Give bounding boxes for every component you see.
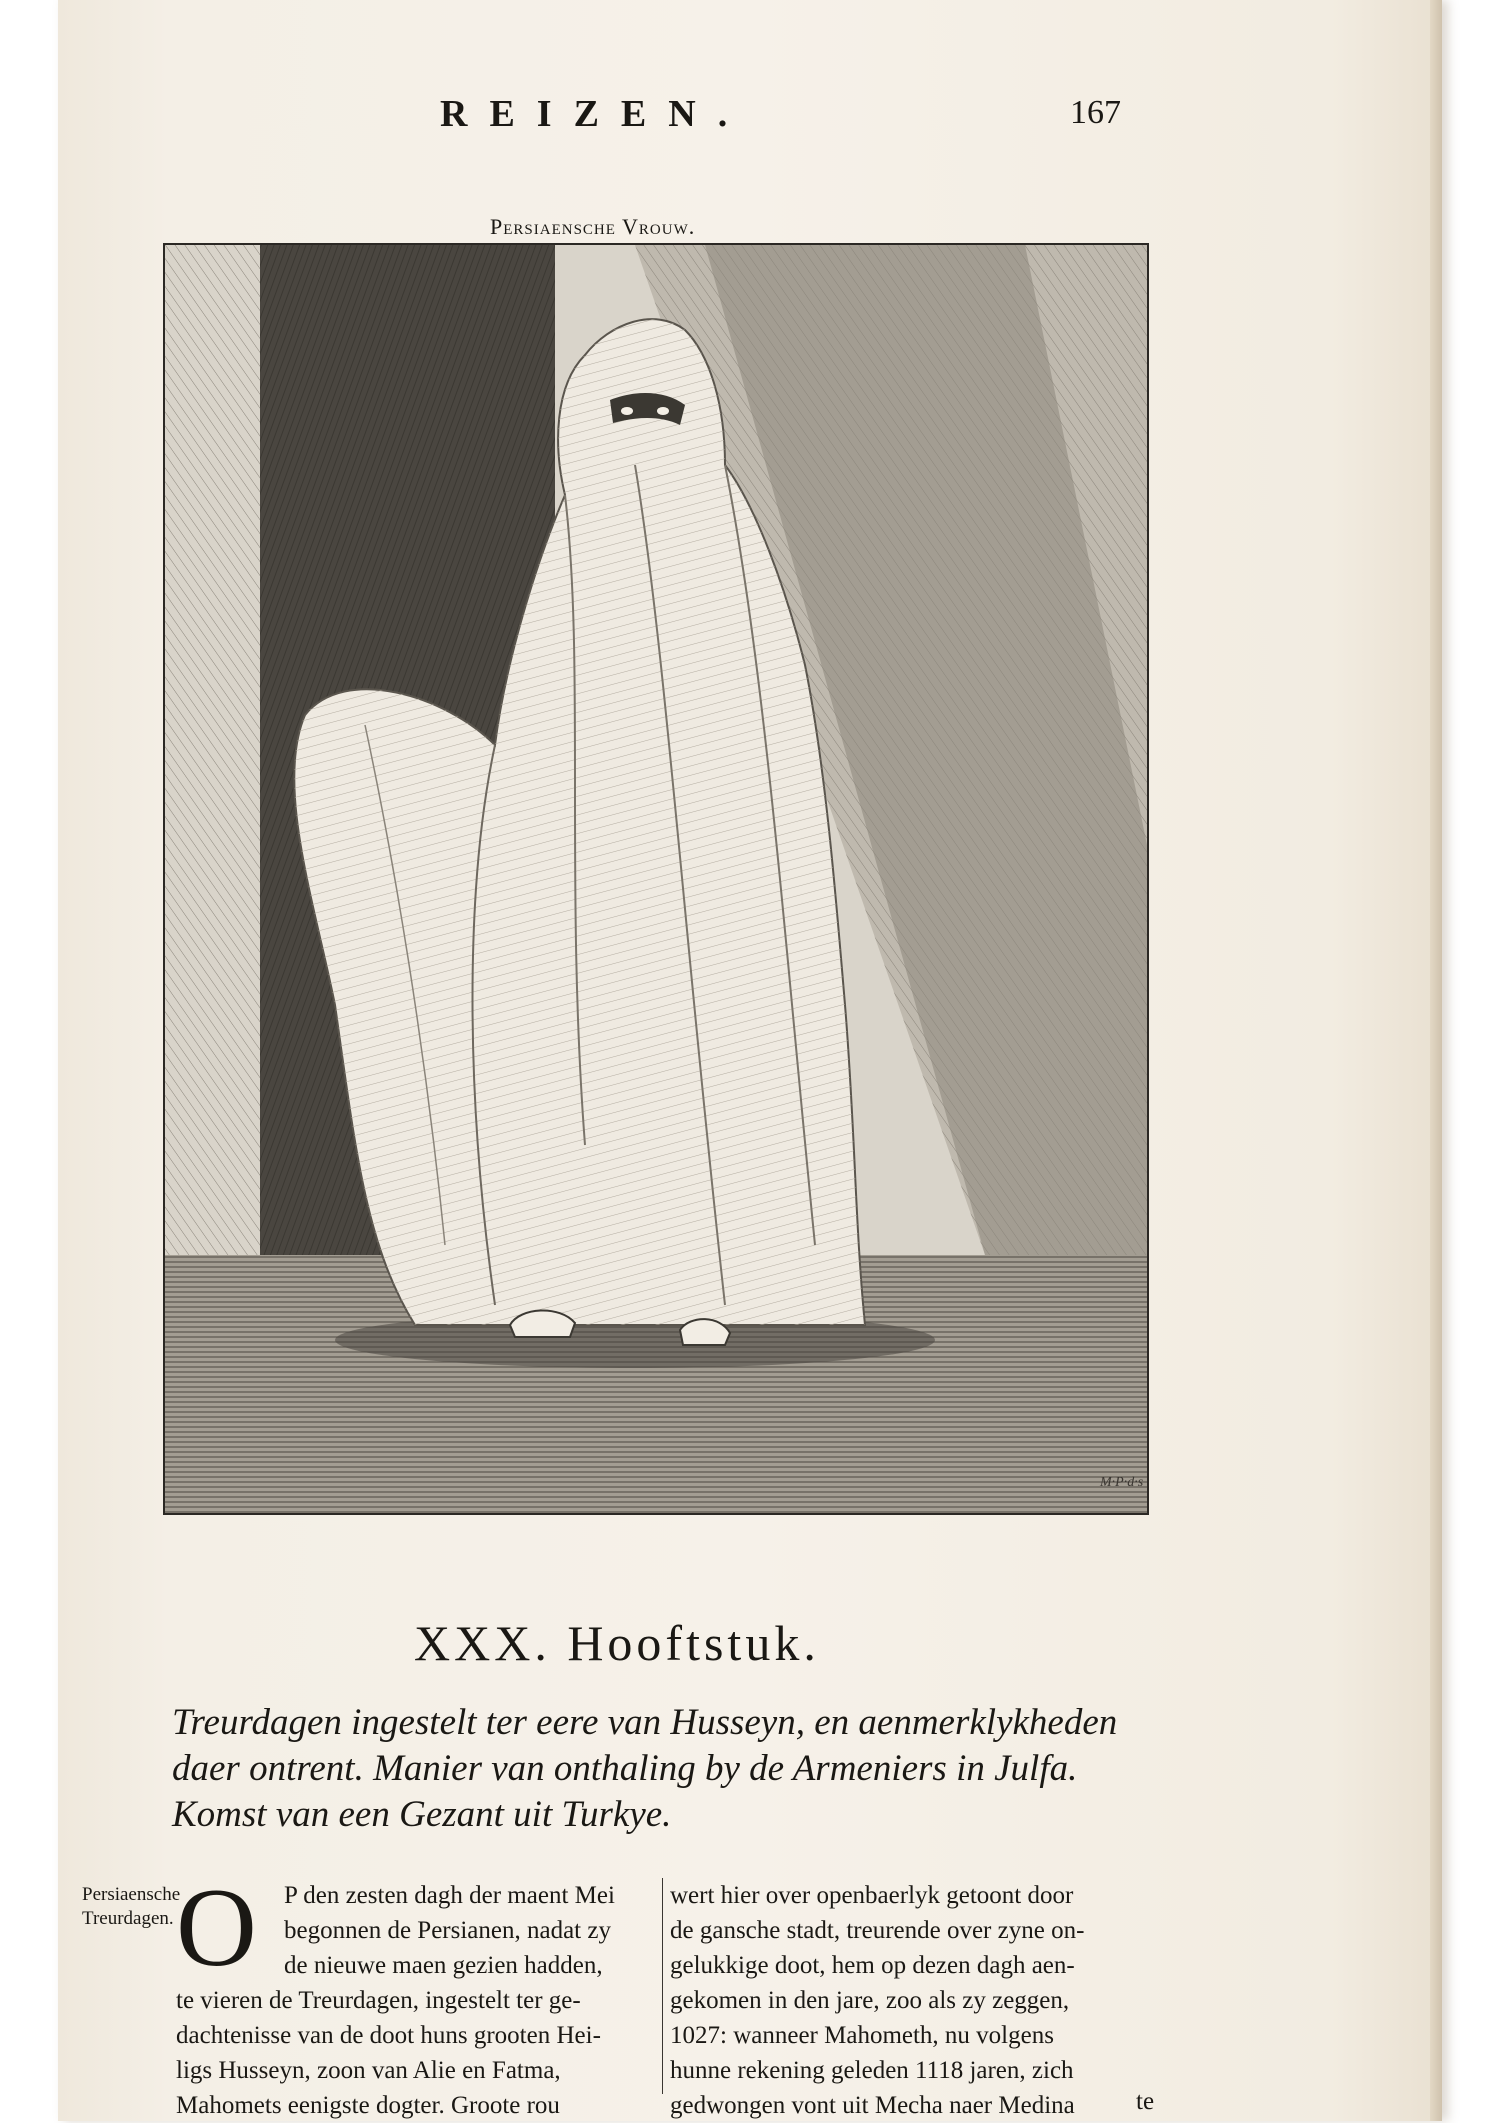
text-line: gelukkige doot, hem op dezen dagh aen-	[670, 1952, 1075, 1979]
plate-caption: Persiaensche Vrouw.	[490, 214, 696, 239]
text-line: dachtenisse van de doot huns grooten Hei-	[176, 2022, 601, 2049]
page-number: 167	[1070, 94, 1121, 131]
text-line: te vieren de Treurdagen, ingestelt ter ge-	[176, 1987, 581, 2014]
text-line: hunne rekening geleden 1118 jaren, zich	[670, 2057, 1074, 2084]
text-line: 1027: wanneer Mahometh, nu volgens	[670, 2022, 1054, 2049]
running-title: REIZEN.	[440, 93, 750, 135]
column-divider	[662, 1878, 663, 2094]
left-column	[176, 1878, 664, 2123]
engraving-plate	[163, 243, 1149, 1515]
text-line: begonnen de Persianen, nadat zy	[284, 1917, 611, 1944]
text-line: gekomen in den jare, zoo als zy zeggen,	[670, 1987, 1070, 2014]
veiled-woman-engraving	[165, 245, 1147, 1513]
text-line: wert hier over openbaerlyk getoont door	[670, 1882, 1074, 1909]
text-line: de gansche stadt, treurende over zyne on-	[670, 1917, 1085, 1944]
engraver-signature: M·P·d·s	[1100, 1475, 1144, 1490]
page-edge	[1430, 0, 1442, 2121]
chapter-summary: Treurdagen ingestelt ter eere van Husseyn, en aenmerklykheden daer ontrent. Manier van onthaling by de Armeniers in Julfa. Komst van een Gezant uit Turkye.	[172, 1702, 1118, 1835]
right-column	[670, 1878, 1158, 2123]
text-line: P den zesten dagh der maent Mei	[284, 1882, 615, 1909]
chapter-title: XXX. Hooftstuk.	[414, 1615, 820, 1671]
text-line: de nieuwe maen gezien hadden,	[284, 1952, 603, 1979]
margin-note: Persiaensche Treurdagen.	[82, 1884, 181, 1929]
text-line: gedwongen vont uit Mecha naer Medina	[670, 2092, 1075, 2119]
text-line: ligs Husseyn, zoon van Alie en Fatma,	[176, 2057, 561, 2084]
text-line: Mahomets eenigste dogter. Groote rou	[176, 2092, 560, 2119]
drop-cap: O	[176, 1866, 257, 1990]
catchword: te	[1136, 2088, 1155, 2115]
